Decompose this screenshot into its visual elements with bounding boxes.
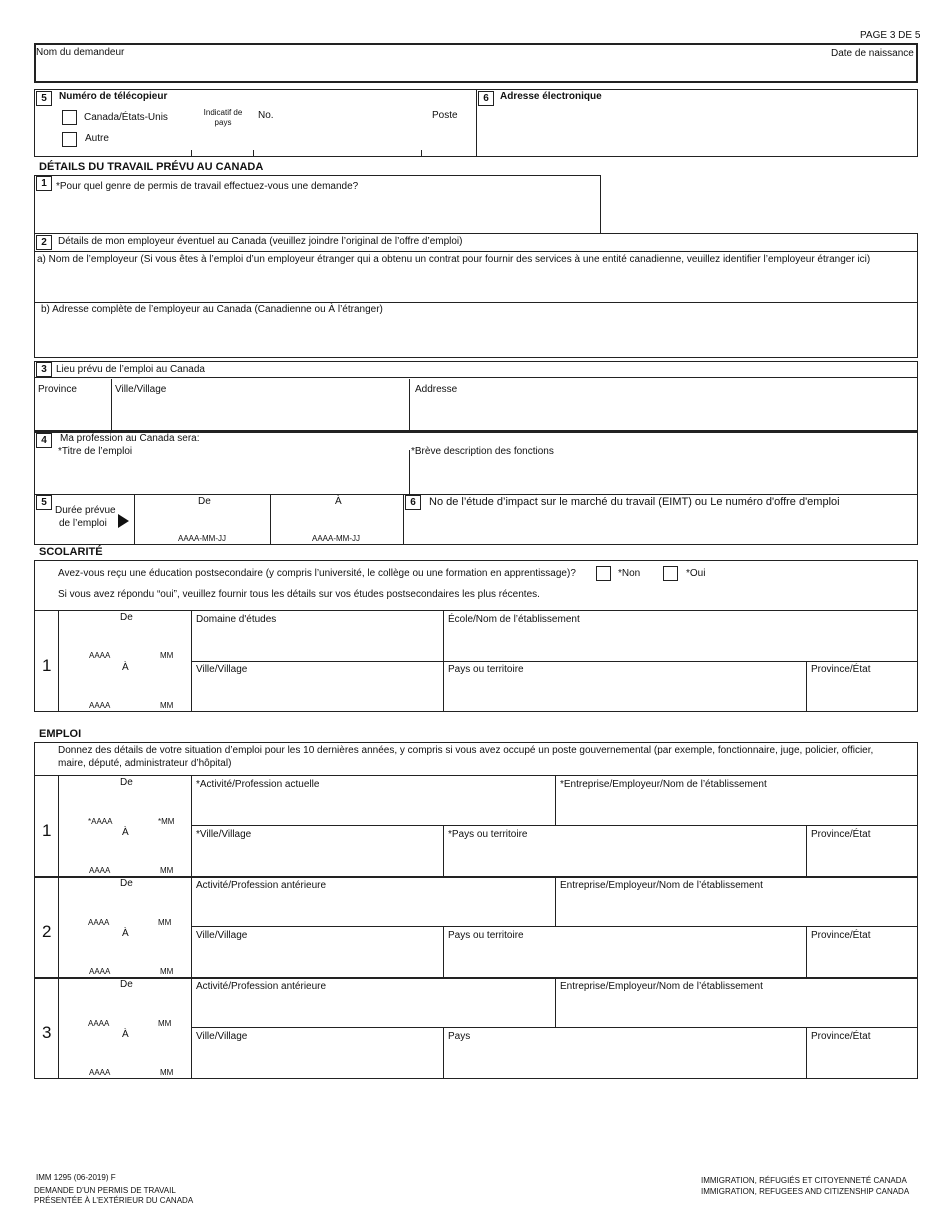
duration-to-label: À — [335, 496, 342, 507]
date-of-birth-field[interactable] — [820, 60, 914, 80]
employment-province-field[interactable] — [810, 845, 915, 872]
employment-intro-line2: maire, député, administrateur d’hôpital) — [58, 758, 232, 769]
fax-other-checkbox[interactable] — [62, 132, 77, 147]
employment-to-mm: MM — [160, 866, 174, 875]
field-of-study-field[interactable] — [195, 630, 440, 658]
work-section-title: DÉTAILS DU TRAVAIL PRÉVU AU CANADA — [39, 161, 264, 173]
employer-address-label: b) Adresse complète de l’employeur au Canada (Canadienne ou À l’étranger) — [41, 304, 383, 315]
employment-province-field[interactable] — [810, 946, 915, 973]
work-q4-number: 4 — [36, 433, 52, 448]
email-label: Adresse électronique — [500, 91, 602, 102]
employment-row-mid — [191, 1027, 918, 1028]
school-field[interactable] — [447, 630, 915, 658]
work-q4-label: Ma profession au Canada sera: — [60, 433, 200, 444]
employment-country-label: *Pays ou territoire — [448, 829, 528, 840]
duration-from-format: AAAA-MM-JJ — [178, 534, 226, 543]
employment-col-num — [58, 876, 59, 977]
employment-row-number: 1 — [42, 821, 52, 840]
postsecondary-note: Si vous avez répondu “oui”, veuillez fournir tous les détails sur vos études postsecondaires les plus récentes. — [58, 589, 540, 600]
education-from-field[interactable] — [62, 628, 188, 648]
email-number-badge: 6 — [478, 91, 494, 106]
education-from-mm: MM — [160, 651, 174, 660]
employment-to-yyyy: AAAA — [89, 967, 111, 976]
employment-col-country — [443, 825, 444, 876]
employment-employer-field[interactable] — [559, 795, 915, 822]
employer-address-field[interactable] — [40, 320, 912, 352]
employment-country-field[interactable] — [447, 1047, 803, 1074]
employment-from-mm: *MM — [158, 817, 175, 826]
employment-row-separator — [34, 876, 918, 878]
employment-to-label: À — [122, 827, 129, 838]
employment-country-label: Pays — [448, 1031, 471, 1042]
education-to-mm: MM — [160, 701, 174, 710]
employment-col-num — [58, 977, 59, 1078]
employment-activity-label: Activité/Profession antérieure — [196, 981, 327, 992]
fax-label: Numéro de télécopieur — [59, 91, 168, 102]
postsecondary-yes-checkbox[interactable] — [663, 566, 678, 581]
education-to-yyyy: AAAA — [89, 701, 111, 710]
job-title-field[interactable] — [58, 462, 404, 490]
work-q3-col-1 — [111, 379, 112, 431]
fax-tick-3 — [421, 150, 422, 157]
work-q5-col-1 — [134, 494, 135, 545]
employment-to-field[interactable] — [62, 1045, 188, 1065]
employment-to-yyyy: AAAA — [89, 866, 111, 875]
fax-number-field[interactable] — [255, 138, 419, 152]
work-q1-number: 1 — [36, 176, 52, 191]
fax-country-code-field[interactable] — [192, 138, 252, 152]
lmia-label: No de l’étude d’impact sur le marché du travail (EIMT) ou Le numéro d'offre d'emploi — [429, 496, 840, 508]
job-description-label: *Brève description des fonctions — [411, 446, 554, 457]
fax-canada-checkbox[interactable] — [62, 110, 77, 125]
work-q4-col — [409, 450, 410, 494]
education-col-num — [58, 610, 59, 712]
email-field[interactable] — [480, 110, 914, 150]
employment-col-province — [806, 926, 807, 977]
employment-to-field[interactable] — [62, 843, 188, 863]
education-province-label: Province/État — [811, 664, 871, 675]
employment-province-label: Province/État — [811, 829, 871, 840]
employment-from-label: De — [120, 878, 133, 889]
employment-row-mid — [191, 825, 918, 826]
employment-province-label: Province/État — [811, 930, 871, 941]
employment-col-activity — [555, 876, 556, 926]
employment-activity-field[interactable] — [195, 896, 551, 923]
fax-other-label: Autre — [85, 133, 109, 144]
education-province-field[interactable] — [810, 680, 915, 708]
applicant-name-field[interactable] — [38, 60, 818, 80]
employment-province-label: Province/État — [811, 1031, 871, 1042]
work-q2-number: 2 — [36, 235, 52, 250]
employment-to-mm: MM — [160, 967, 174, 976]
employment-employer-field[interactable] — [559, 896, 915, 923]
employment-row-number: 2 — [42, 922, 52, 941]
employment-row-mid — [191, 926, 918, 927]
education-to-field[interactable] — [62, 678, 188, 698]
contact-divider — [476, 89, 477, 157]
postsecondary-no-label: *Non — [618, 568, 641, 579]
job-address-label: Addresse — [415, 384, 458, 395]
lmia-number-field[interactable] — [408, 514, 912, 540]
job-province-label: Province — [38, 384, 77, 395]
field-of-study-label: Domaine d'études — [196, 614, 277, 625]
school-label: École/Nom de l’établissement — [448, 614, 580, 625]
employment-col-country — [443, 1027, 444, 1078]
work-q1-label: *Pour quel genre de permis de travail effectuez-vous une demande? — [56, 181, 359, 192]
employment-col-num — [58, 775, 59, 876]
employment-province-field[interactable] — [810, 1047, 915, 1074]
work-q3-number: 3 — [36, 362, 52, 377]
employer-name-label: a) Nom de l’employeur (Si vous êtes à l’emploi d’un employeur étranger qui a obtenu un contrat pour fournir des services à une entité canadienne, veuillez identifier l’employeur étranger ici) — [37, 254, 871, 265]
employment-country-field[interactable] — [447, 845, 803, 872]
employment-city-label: Ville/Village — [196, 1031, 248, 1042]
duration-arrow-icon — [118, 514, 129, 528]
job-city-field[interactable] — [114, 400, 406, 426]
education-country-label: Pays ou territoire — [448, 664, 524, 675]
fax-no-label: No. — [258, 110, 274, 121]
duration-from-field[interactable] — [138, 510, 266, 532]
employment-from-field[interactable] — [62, 995, 188, 1015]
employment-col-activity — [555, 775, 556, 825]
work-q3-label: Lieu prévu de l’emploi au Canada — [56, 364, 205, 375]
job-city-label: Ville/Village — [115, 384, 167, 395]
employment-from-label: De — [120, 777, 133, 788]
job-address-field[interactable] — [412, 400, 912, 426]
work-q5-col-2 — [270, 494, 271, 545]
employment-to-mm: MM — [160, 1068, 174, 1077]
employment-employer-label: Entreprise/Employeur/Nom de l’établissement — [560, 880, 763, 891]
education-city-label: Ville/Village — [196, 664, 248, 675]
duration-label-line2: de l’emploi — [59, 518, 107, 529]
employment-to-label: À — [122, 928, 129, 939]
employment-from-mm: MM — [158, 918, 172, 927]
work-q3-divider — [34, 377, 918, 378]
education-from-label: De — [120, 612, 133, 623]
education-col-prov — [806, 661, 807, 712]
employment-from-yyyy: AAAA — [88, 918, 110, 927]
department-en: IMMIGRATION, REFUGEES AND CITIZENSHIP CANADA — [701, 1187, 910, 1196]
education-section-title: SCOLARITÉ — [39, 546, 103, 558]
postsecondary-yes-label: *Oui — [686, 568, 706, 579]
employment-to-yyyy: AAAA — [89, 1068, 111, 1077]
fax-extension-field[interactable] — [423, 138, 473, 152]
employment-activity-field[interactable] — [195, 997, 551, 1024]
work-q2-divider-1 — [34, 251, 918, 252]
employment-divider — [34, 775, 918, 776]
employer-name-field[interactable] — [40, 270, 912, 298]
employment-col-activity — [555, 977, 556, 1027]
job-description-field[interactable] — [414, 462, 912, 490]
fax-number-badge: 5 — [36, 91, 52, 106]
employment-country-field[interactable] — [447, 946, 803, 973]
job-title-label: *Titre de l’emploi — [58, 446, 133, 457]
duration-to-format: AAAA-MM-JJ — [312, 534, 360, 543]
employment-employer-label: *Entreprise/Employeur/Nom de l’établissement — [560, 779, 767, 790]
fax-canada-label: Canada/États-Unis — [84, 112, 168, 123]
country-code-label: Indicatif de pays — [203, 108, 243, 127]
employment-from-yyyy: AAAA — [88, 1019, 110, 1028]
employment-city-label: *Ville/Village — [196, 829, 252, 840]
employment-intro-line1: Donnez des détails de votre situation d’emploi pour les 10 dernières années, y compris si vous avez occupé un poste gouvernemental (par exemple, fonctionnaire, juge, policier, officier, — [58, 745, 874, 756]
employment-from-mm: MM — [158, 1019, 172, 1028]
work-q2-divider-2 — [34, 302, 918, 303]
postsecondary-no-checkbox[interactable] — [596, 566, 611, 581]
dob-label: Date de naissance — [831, 48, 914, 59]
form-title-line1: DEMANDE D’UN PERMIS DE TRAVAIL — [34, 1186, 176, 1195]
work-q5-number: 5 — [36, 495, 52, 510]
duration-label-line1: Durée prévue — [55, 505, 116, 516]
employment-country-label: Pays ou territoire — [448, 930, 524, 941]
education-from-yyyy: AAAA — [89, 651, 111, 660]
job-province-field[interactable] — [38, 400, 108, 426]
employment-section-title: EMPLOI — [39, 728, 82, 740]
education-country-field[interactable] — [447, 680, 803, 708]
employment-to-label: À — [122, 1029, 129, 1040]
employment-row-number: 3 — [42, 1023, 52, 1042]
page-number: PAGE 3 DE 5 — [860, 30, 921, 41]
employment-activity-label: *Activité/Profession actuelle — [196, 779, 320, 790]
employment-from-label: De — [120, 979, 133, 990]
applicant-name-label: Nom du demandeur — [36, 47, 125, 58]
permit-type-field[interactable] — [40, 198, 596, 230]
employment-col-province — [806, 1027, 807, 1078]
employment-activity-label: Activité/Profession antérieure — [196, 880, 327, 891]
duration-from-label: De — [198, 496, 211, 507]
education-row-divider — [191, 661, 918, 662]
employment-employer-label: Entreprise/Employeur/Nom de l’établissement — [560, 981, 763, 992]
employment-activity-field[interactable] — [195, 795, 551, 822]
employment-col-province — [806, 825, 807, 876]
employment-to-field[interactable] — [62, 944, 188, 964]
employment-from-field[interactable] — [62, 894, 188, 914]
employment-row-separator — [34, 977, 918, 979]
work-q2-label: Détails de mon employeur éventuel au Canada (veuillez joindre l’original de l’offre d’emploi) — [58, 236, 463, 247]
education-divider — [34, 610, 918, 611]
work-q5-col-3 — [403, 494, 404, 545]
education-city-field[interactable] — [195, 680, 440, 708]
employment-from-yyyy: *AAAA — [88, 817, 113, 826]
form-code: IMM 1295 (06-2019) F — [36, 1173, 116, 1182]
postsecondary-question: Avez-vous reçu une éducation postsecondaire (y compris l’université, le collège ou une formation en apprentissage)? — [58, 568, 576, 579]
employment-city-label: Ville/Village — [196, 930, 248, 941]
department-fr: IMMIGRATION, RÉFUGIÉS ET CITOYENNETÉ CANADA — [701, 1176, 907, 1185]
work-q6-number: 6 — [405, 495, 421, 510]
education-to-label: À — [122, 662, 129, 673]
employment-employer-field[interactable] — [559, 997, 915, 1024]
education-row-number: 1 — [42, 656, 52, 675]
employment-city-field[interactable] — [195, 845, 440, 872]
employment-city-field[interactable] — [195, 946, 440, 973]
fax-ext-label: Poste — [432, 110, 458, 121]
form-title-line2: PRÉSENTÉE À L’EXTÉRIEUR DU CANADA — [34, 1196, 194, 1205]
employment-city-field[interactable] — [195, 1047, 440, 1074]
employment-from-field[interactable] — [62, 793, 188, 813]
duration-to-field[interactable] — [274, 510, 400, 532]
employment-col-country — [443, 926, 444, 977]
work-q3-col-2 — [409, 379, 410, 431]
fax-tick-2 — [253, 150, 254, 157]
